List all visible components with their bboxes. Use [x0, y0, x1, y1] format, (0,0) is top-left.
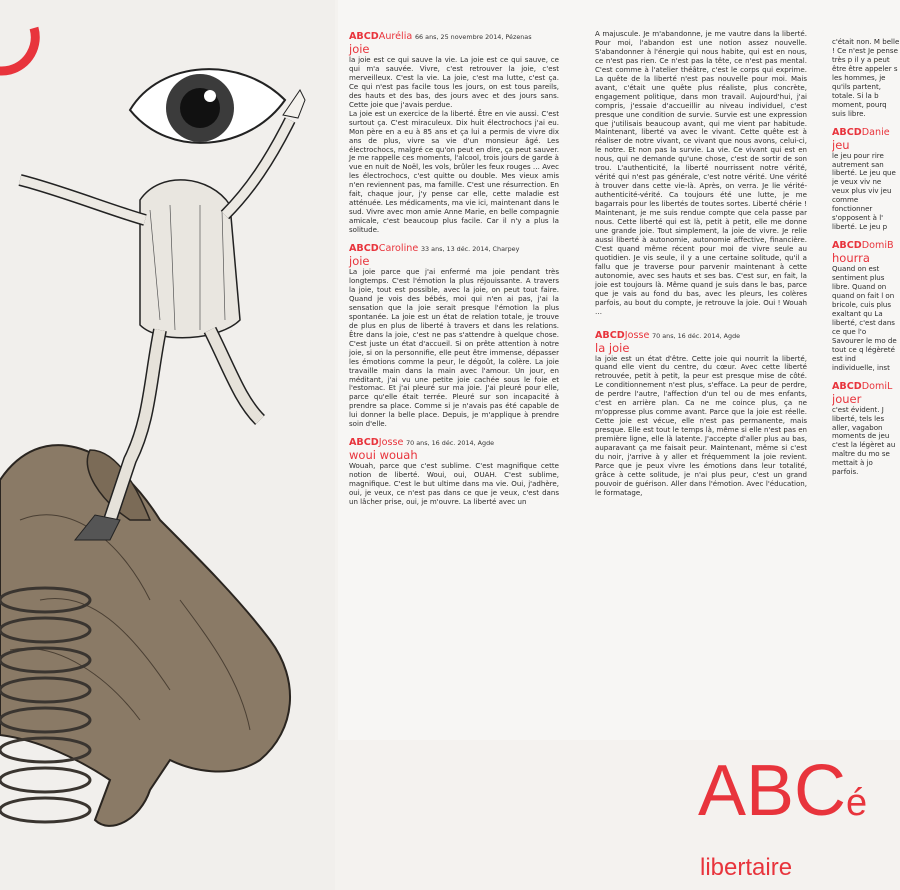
- author-name: DomiB: [861, 240, 894, 252]
- entry-domib: [832, 241, 900, 372]
- brand-suffix: é: [846, 782, 868, 824]
- keyword: jouer: [832, 391, 862, 406]
- abcd-tag: ABCD: [832, 126, 862, 138]
- brand-main: ABC: [698, 751, 847, 831]
- entry-header: [832, 382, 900, 392]
- entry-continued: [832, 38, 900, 119]
- entry-danie: [832, 128, 900, 233]
- entry-text: le jeu pour rire autrement san liberté. Le jeu que je veux viv ne veux plus viv jeu comme fonctionner s'opposent à l' liberté. Le jeu p: [832, 150, 896, 232]
- author-name: Danie: [861, 126, 890, 138]
- column-1: [349, 32, 559, 516]
- column-2: [595, 30, 807, 507]
- abcd-tag: ABCD: [832, 240, 862, 252]
- author-meta: 70 ans, 16 déc. 2014, Agde: [652, 331, 741, 340]
- entry-text: la joie est un état d'être. Cette joie qui nourrit la liberté, quand elle vient du centre, du cœur. Avec cette liberté retrouvée, petit à petit, la peur est presque mise de côté. Le conditionnement n'est plus, s'efface. La peur de perdre, de perdre l'autre, l'affection d'un tel ou de mes enfants, c'est en arrière plan. Ca ne me coince plus, ça ne m'oppresse plus comme avant. Parce que la joie est réelle. Cette joie est vécue, elle n'est pas permanente, mais presque. Elle est tout le temps là, même si elle n'est pas en première ligne, elle là latente. J'accepte d'aller plus au bas, auparavant ça me faisait peur. Maintenant, même si c'est du noir, j'arrive à y aller et fréquemment la joie revient. Parce que je peux vivre les émotions dans leur totalité, grâce à cette solitude, je n'ai plus peur, c'est un grand pouvoir de guérison. Aller dans l'émotion. Avec l'éducation, le formatage,: [595, 353, 807, 497]
- entry-josse-1: [349, 438, 559, 507]
- entry-text: A majuscule. Je m'abandonne, je me vautre dans la liberté. Pour moi, l'abandon est une notion assez nouvelle. S'abandonner à l'énergie qui nous habite, qui est en nous, ce n'est pas rien. Ce n'est pas la tête, ce n'est pas mental. C'est comme à l'atelier théâtre, c'est le corps qui exprime. La quête de la liberté n'est pas nouvelle pour moi. Mais avant, c'était une quête plus réaliste, plus concrète, engagement politique, dans mon travail. Aujourd'hui, j'ai compris, j'essaie d'accueillir au niveau individuel, c'est presque une condition de survie. Survie est une expression que j'utilisais beaucoup avant, qui me vient par habitude. Maintenant, liberté va avec le vivant. Cette quête est à réaliser de notre vivant, ce vivant que nous avons, celui-ci, le notre. Et non pas la survie. La vie. Ce vivant qui est en nous, qui ne demande qu'une chose, c'est de sortir de son trou. L'authenticité, la liberté nourrissent notre vérité, vérité qui n'est pas générale, c'est notre vérité. Une vérité à trouver dans cette vie-là. Après, on verra. Je lie vérité-authenticité-vérité. Ca toujours été une lutte, je me bagarrais pour les libertés de toutes sortes. Liberté chérie ! Maintenant, je me suis rendue compte que cela passe par nous. Cette liberté qui est là, petit à petit, elle me donne une grande joie. Tout simplement, la joie de vivre. Je relie aussi liberté à autonomie, autonomie affective, financière. C'est quand même récent pour moi de vivre seule au quotidien. Je vis seule, il y a une certaine solitude, qu'il a fallu que je traverse pour parvenir maintenant à cette autonomie, avec ses hauts et ses bas. C'est sur, en fait, la joie est toujours là. Même quand je suis dans le bas, parce que je vais au fond du bas, avec les pleurs, les colères parfois, au bout du compte, je retrouve la joie. Oui ! Wouah …: [595, 29, 807, 316]
- column-3: [832, 38, 900, 486]
- entry-text: La joie est un exercice de la liberté. Être en vie aussi. C'est surtout ça. C'est miraculeux. Dix huit électrochocs j'ai eu. Mon père en a eu à 85 ans et ça lui a permis de vivre dix ans de plus, vivre sa vie d'un monsieur âgé. Les électrochocs, malgré ce qu'on peut en dire, ça peut sauver. Je me rappelle ces moments, l'alcool, trois jours de garde à vue en nuit de Noël, les vols, brûler les feux rouges … Avec les électrochocs, c'est quitte ou double. Mes vieux amis n'en reviennent pas, ma famille. C'est une résurrection. En fait, chaque jour, j'y pense car elle, cette maladie est atténuée. Les médicaments, ma vie ici, maintenant dans le sud. Vivre avec mon amie Anne Marie, en belle compagnie amicale, c'est beaucoup plus facile. Car il n'y a plus la solitude.: [349, 108, 559, 235]
- author-name: Josse: [624, 329, 650, 341]
- entry-header: [832, 241, 900, 251]
- author-meta: 70 ans, 16 déc. 2014, Agde: [406, 439, 495, 448]
- author-meta: 33 ans, 13 déc. 2014, Charpey: [420, 245, 520, 254]
- keyword: la joie: [595, 340, 630, 355]
- abcd-tag: ABCD: [595, 329, 625, 341]
- abcd-tag: ABCD: [349, 243, 379, 255]
- author-meta: 66 ans, 25 novembre 2014, Pézenas: [414, 33, 532, 41]
- keyword: joie: [349, 254, 370, 269]
- entry-domil: [832, 382, 900, 478]
- entry-text: c'est évident. J liberté, tels les aller, vagabon moments de jeu c'est la légèret au maître du mo se mettait à jo parfois.: [832, 404, 896, 477]
- abcd-tag: ABCD: [349, 437, 379, 449]
- author-name: DomiL: [861, 380, 893, 392]
- keyword: woui wouah: [349, 448, 418, 463]
- entry-josse-continued: [595, 30, 807, 317]
- keyword: hourra: [832, 251, 870, 266]
- entry-text: la joie est ce qui sauve la vie. La joie est ce qui sauve, ce qui m'a sauvée. Vivre, c'est retrouver la joie, c'est merveilleux. C'est la vie. La joie, c'est ma lutte, c'est ça. Ce qui n'est pas facile tous les jours, on est tous pareils, des hauts et des bas, des jours avec et des jours sans. Cette joie que j'avais perdue.: [349, 55, 559, 109]
- entry-aurelia: [349, 32, 559, 235]
- abcd-tag: ABCD: [832, 380, 862, 392]
- entry-header: [349, 32, 559, 42]
- entry-header: [349, 438, 559, 448]
- entry-header: [349, 244, 559, 254]
- author-name: Josse: [378, 437, 404, 449]
- entry-text: Quand on est sentiment plus libre. Quand on quand on fait l on bricole, cuis plus exaltant qu La liberté, c'est dans ce que l'o Savourer le mo de tout ce q légèreté est ind individuelle, inst: [832, 264, 897, 372]
- surreal-illustration: [0, 0, 335, 890]
- keyword: jeu: [832, 137, 850, 152]
- entry-header: [832, 128, 900, 138]
- entry-header: [595, 331, 807, 341]
- entry-caroline: [349, 244, 559, 429]
- author-name: Caroline: [378, 243, 419, 255]
- abcd-tag: ABCD: [349, 31, 379, 42]
- keyword: joie: [349, 42, 370, 56]
- entry-josse-2: [595, 331, 807, 498]
- entry-text: Wouah, parce que c'est sublime. C'est magnifique cette notion de liberté. Woui, oui, OUAH. C'est sublime, magnifique. C'est le but ultime dans ma vie. Oui, j'adhère, oui, je veux, ce n'est pas dans ce que je veux, c'est dans un lâcher prise, oui, je m'ouvre. La liberté avec un: [349, 461, 559, 507]
- entry-text: La joie parce que j'ai enfermé ma joie pendant très longtemps. C'est l'émotion la plus réjouissante. A travers la joie, tout est possible, avec la joie, on peut tout faire. Quand je vois des bébés, moi qui n'en ai pas, j'ai la sensation que la joie serait presque l'émotion la plus spontanée. La joie est un état de relation totale, je trouve de plus en plus de liberté à travers et dans les relations. Être dans la joie, c'est ne pas s'attendre à quelque chose. C'est juste un état d'accueil. Si on prête attention à notre joie, si on la personnifie, elle peut être immense, dépasser les émotions comme la peur, le dégoût, la colère. La joie travaille main dans la main avec l'amour. Un jour, en méditant, j'ai vu une petite joie cachée sous le foie et l'estomac. Et j'ai pleuré sur ma joie. J'ai pleuré pour elle, parce qu'elle était terrée. Pleuré sur son incapacité à prendre sa place. Comme si je n'avais pas été capable de lui donner la belle place. Depuis, je m'applique à prendre soin d'elle.: [349, 267, 559, 429]
- entry-text: c'était non. M belle ! Ce n'est Je pense très p il y a peut être être appeler s les hommes, je qu'ils partent, totale. Si la b moment, pourq suis libre.: [832, 38, 900, 118]
- brand-subtitle: libertaire: [700, 854, 793, 881]
- brand-title: [698, 751, 868, 839]
- author-name: Aurélia: [378, 31, 413, 42]
